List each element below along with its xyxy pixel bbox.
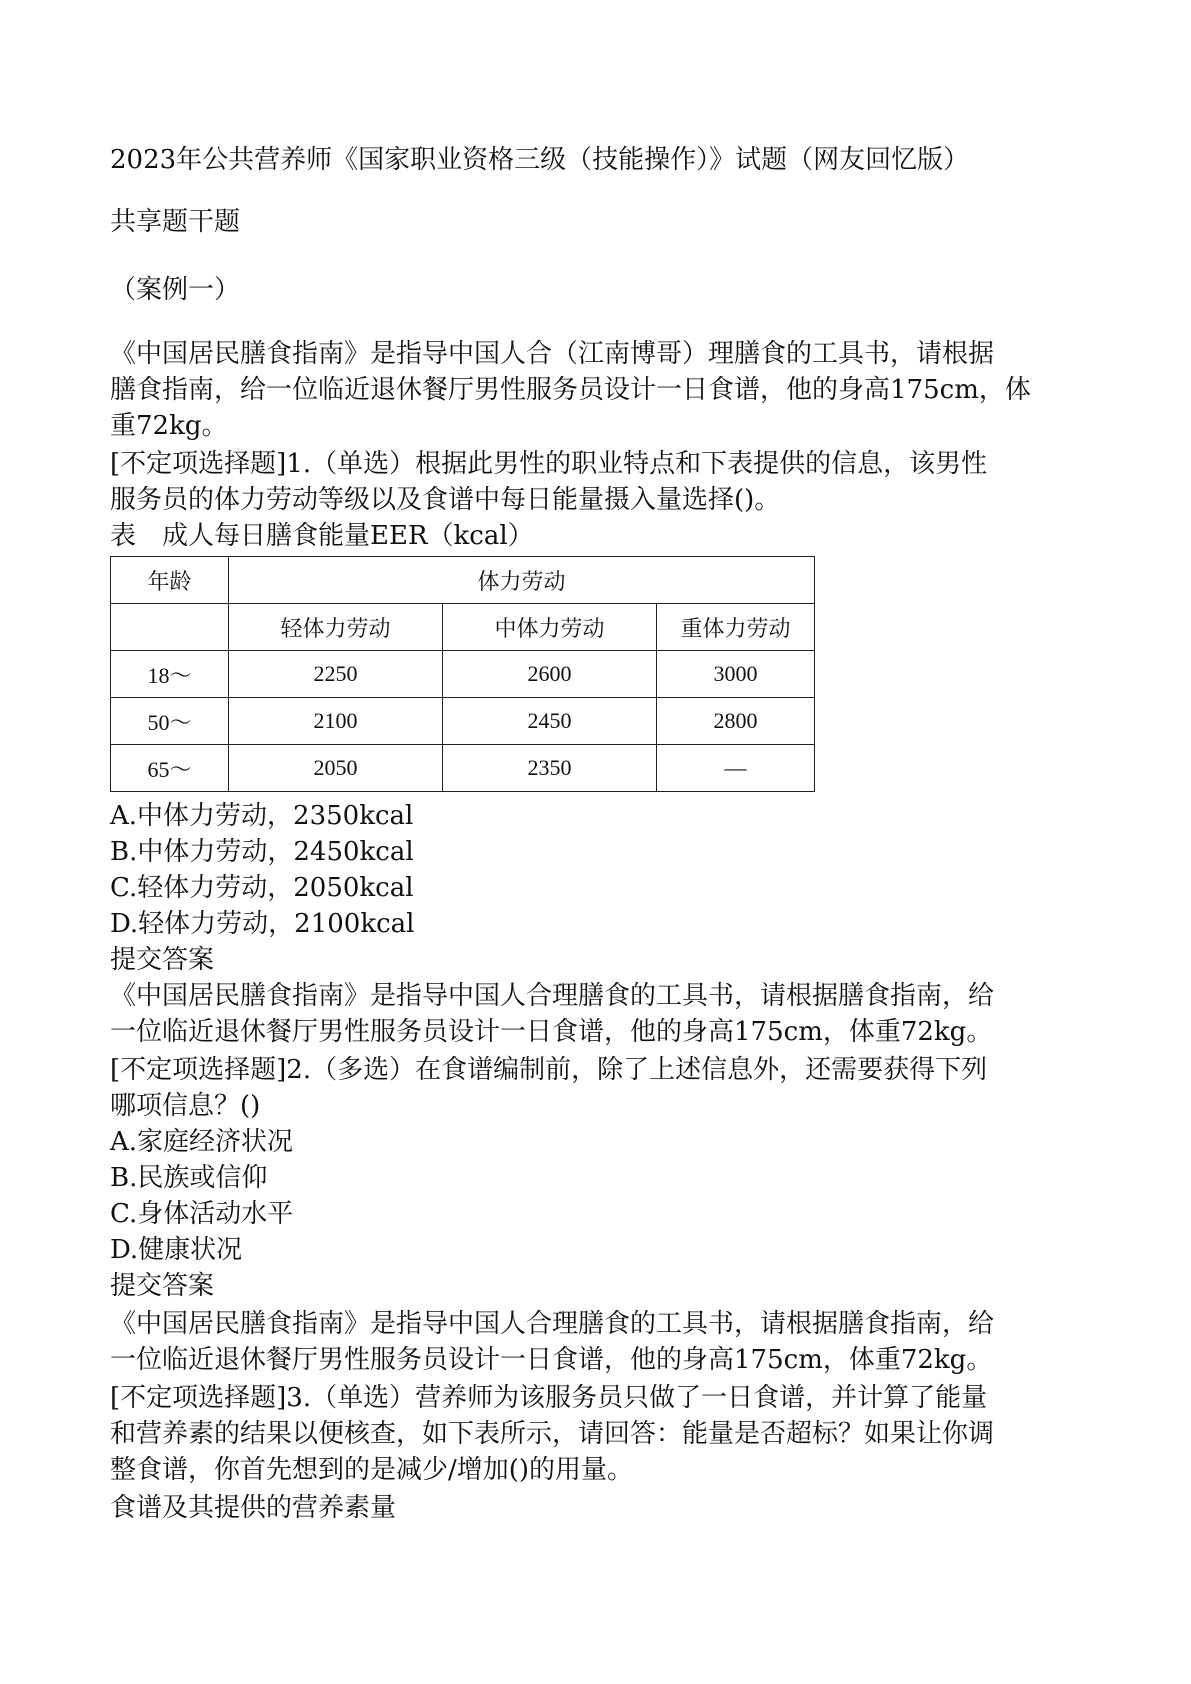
- q1-option-b[interactable]: B.中体力劳动，2450kcal: [110, 837, 414, 867]
- table-caption: 表 成人每日膳食能量EER（kcal）: [110, 521, 534, 551]
- table-header-row: [111, 557, 815, 604]
- table-cell-empty: [111, 604, 229, 651]
- question-1-text: 服务员的体力劳动等级以及食谱中每日能量摄入量选择()。: [110, 485, 781, 515]
- table-cell: 2250: [229, 651, 443, 698]
- submit-answer-link[interactable]: 提交答案: [110, 945, 215, 975]
- intro-line: 重72kg。: [110, 411, 228, 441]
- stem-3-line: 《中国居民膳食指南》是指导中国人合理膳食的工具书，请根据膳食指南，给: [110, 1309, 995, 1339]
- table-header-group: 体力劳动: [229, 557, 815, 604]
- table-2-caption: 食谱及其提供的营养素量: [110, 1493, 397, 1523]
- table-row: [111, 698, 815, 745]
- stem-2-line: 《中国居民膳食指南》是指导中国人合理膳食的工具书，请根据膳食指南，给: [110, 981, 995, 1011]
- q1-option-c[interactable]: C.轻体力劳动，2050kcal: [110, 873, 414, 903]
- q2-option-a[interactable]: A.家庭经济状况: [110, 1127, 294, 1157]
- q2-option-c[interactable]: C.身体活动水平: [110, 1199, 294, 1229]
- table-cell: 3000: [657, 651, 815, 698]
- section-heading: 共享题干题: [110, 207, 241, 237]
- table-cell: 2450: [443, 698, 657, 745]
- submit-answer-link[interactable]: 提交答案: [110, 1271, 215, 1301]
- stem-2-line: 一位临近退休餐厅男性服务员设计一日食谱，他的身高175cm，体重72kg。: [110, 1017, 993, 1047]
- table-row: [111, 745, 815, 792]
- case-label: （案例一）: [110, 275, 241, 305]
- intro-line: 膳食指南，给一位临近退休餐厅男性服务员设计一日食谱，他的身高175cm，体: [110, 375, 1031, 405]
- stem-3-line: 一位临近退休餐厅男性服务员设计一日食谱，他的身高175cm，体重72kg。: [110, 1345, 993, 1375]
- table-column-header: 重体力劳动: [657, 604, 815, 651]
- table-cell: 2100: [229, 698, 443, 745]
- table-row-age: 65～: [111, 745, 229, 792]
- question-2-text: 哪项信息？(): [110, 1091, 261, 1121]
- question-2-text: [不定项选择题]2.（多选）在食谱编制前，除了上述信息外，还需要获得下列: [110, 1055, 988, 1085]
- table-cell: 2600: [443, 651, 657, 698]
- q2-option-d[interactable]: D.健康状况: [110, 1235, 243, 1265]
- q1-option-d[interactable]: D.轻体力劳动，2100kcal: [110, 909, 415, 939]
- question-3-text: 和营养素的结果以便核查，如下表所示，请回答：能量是否超标？如果让你调: [110, 1419, 995, 1449]
- q1-option-a[interactable]: A.中体力劳动，2350kcal: [110, 801, 414, 831]
- table-subheader-row: [111, 604, 815, 651]
- question-3-text: 整食谱，你首先想到的是减少/增加()的用量。: [110, 1455, 634, 1485]
- table-row-age: 18～: [111, 651, 229, 698]
- table-column-header: 轻体力劳动: [229, 604, 443, 651]
- table-row: [111, 651, 815, 698]
- table-cell: —: [657, 745, 815, 792]
- question-3-text: [不定项选择题]3.（单选）营养师为该服务员只做了一日食谱，并计算了能量: [110, 1383, 988, 1413]
- table-row-age: 50～: [111, 698, 229, 745]
- table-cell: 2800: [657, 698, 815, 745]
- table-cell: 2050: [229, 745, 443, 792]
- q2-option-b[interactable]: B.民族或信仰: [110, 1163, 268, 1193]
- eer-table: [110, 556, 815, 792]
- document-title: 2023年公共营养师《国家职业资格三级（技能操作）》试题（网友回忆版）: [110, 145, 970, 175]
- table-cell: 2350: [443, 745, 657, 792]
- table-column-header: 中体力劳动: [443, 604, 657, 651]
- question-1-text: [不定项选择题]1.（单选）根据此男性的职业特点和下表提供的信息，该男性: [110, 449, 988, 479]
- table-header-age: 年龄: [111, 557, 229, 604]
- intro-line: 《中国居民膳食指南》是指导中国人合（江南博哥）理膳食的工具书，请根据: [110, 339, 995, 369]
